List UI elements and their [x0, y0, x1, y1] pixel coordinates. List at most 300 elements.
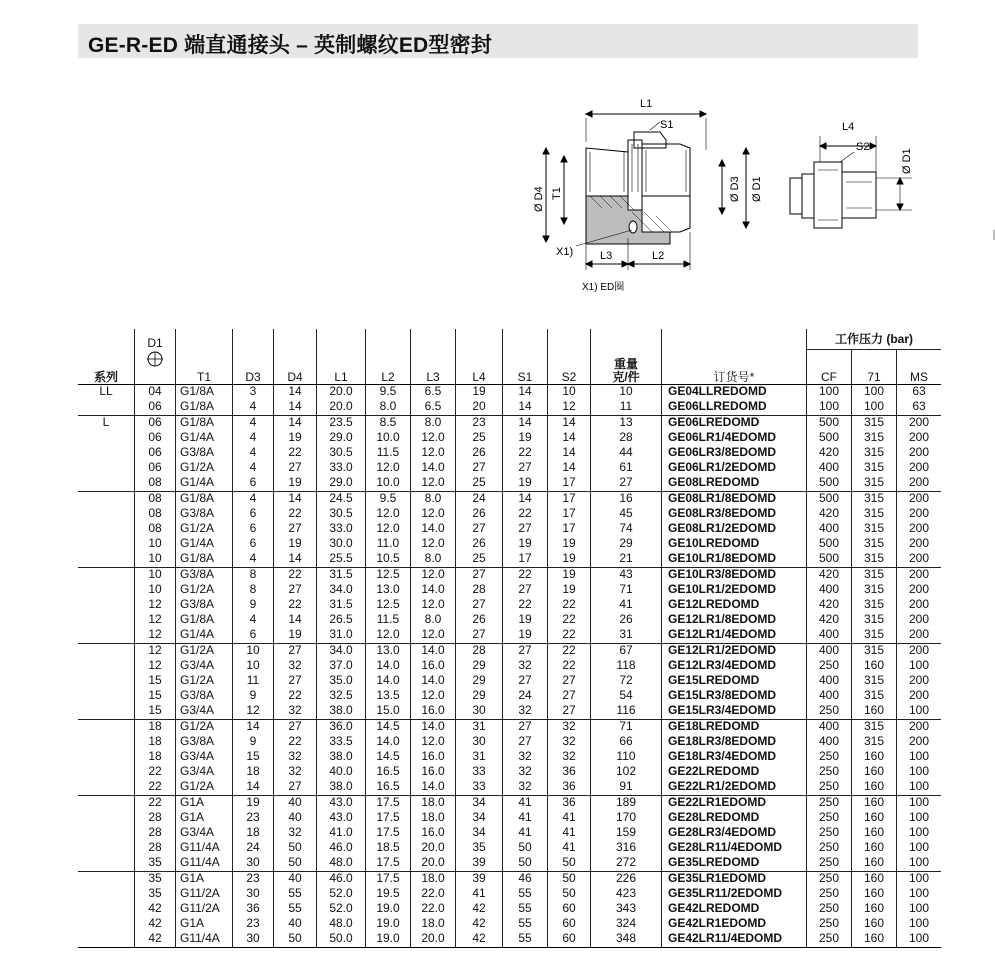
cell-d3: 4: [233, 400, 274, 416]
cell-l2: 14.5: [366, 719, 411, 735]
cell-d4: 22: [274, 446, 317, 461]
cell-s2: 19: [548, 537, 591, 552]
cell-pressure-ms: 100: [897, 917, 942, 932]
table-row: [78, 811, 941, 826]
cell-weight: 91: [591, 780, 662, 796]
cell-l4: 30: [456, 704, 503, 720]
cell-pressure-71: 315: [852, 415, 897, 431]
cell-l1: 32.5: [317, 689, 366, 704]
cell-weight: 10: [591, 384, 662, 400]
cell-pressure-cf: 400: [807, 735, 852, 750]
cell-d1: 06: [135, 446, 176, 461]
cell-pressure-71: 315: [852, 613, 897, 628]
cell-pressure-cf: 500: [807, 537, 852, 552]
table-row: [78, 537, 941, 552]
section-hatch: [586, 196, 670, 244]
cell-l4: 25: [456, 476, 503, 492]
cell-l4: 23: [456, 415, 503, 431]
cell-l3: 14.0: [411, 719, 456, 735]
small-nut: [814, 162, 842, 228]
cell-d4: 40: [274, 871, 317, 887]
cell-s2: 19: [548, 583, 591, 598]
col-71-header: 71: [852, 371, 897, 385]
cell-s2: 14: [548, 415, 591, 431]
cell-t1: G1A: [176, 795, 233, 811]
series-cell: [78, 431, 135, 446]
cell-pressure-ms: 200: [897, 689, 942, 704]
cell-d4: 27: [274, 674, 317, 689]
cell-pressure-cf: 400: [807, 522, 852, 537]
cell-order-number: GE08LR3/8EDOMD: [662, 507, 807, 522]
table-row: [78, 765, 941, 780]
cell-d3: 6: [233, 628, 274, 644]
col-d3-header: D3: [233, 371, 274, 385]
cell-s2: 22: [548, 628, 591, 644]
cell-pressure-ms: 200: [897, 583, 942, 598]
series-cell: [78, 932, 135, 948]
series-cell: [78, 583, 135, 598]
col-l4-header: L4: [456, 371, 503, 385]
cell-l2: 15.0: [366, 704, 411, 720]
cell-s2: 50: [548, 887, 591, 902]
cell-s1: 27: [503, 522, 548, 537]
cell-d4: 14: [274, 613, 317, 628]
cell-d4: 55: [274, 887, 317, 902]
cell-l4: 27: [456, 598, 503, 613]
cell-order-number: GE12LR1/8EDOMD: [662, 613, 807, 628]
cell-weight: 189: [591, 795, 662, 811]
cell-s1: 55: [503, 887, 548, 902]
cell-s1: 19: [503, 476, 548, 492]
cell-d4: 27: [274, 522, 317, 537]
cell-pressure-71: 315: [852, 446, 897, 461]
cell-pressure-71: 160: [852, 841, 897, 856]
cell-l3: 16.0: [411, 826, 456, 841]
cell-l4: 33: [456, 780, 503, 796]
cell-l1: 20.0: [317, 400, 366, 416]
cell-l1: 31.0: [317, 628, 366, 644]
cell-l1: 43.0: [317, 811, 366, 826]
cell-s1: 27: [503, 735, 548, 750]
cell-pressure-cf: 400: [807, 628, 852, 644]
cell-s2: 36: [548, 765, 591, 780]
cell-l3: 8.0: [411, 415, 456, 431]
cell-l2: 18.5: [366, 841, 411, 856]
cell-d1: 28: [135, 826, 176, 841]
cell-d4: 32: [274, 704, 317, 720]
cell-l3: 16.0: [411, 750, 456, 765]
cell-pressure-cf: 400: [807, 643, 852, 659]
cell-order-number: GE22LR1EDOMD: [662, 795, 807, 811]
cell-d4: 22: [274, 689, 317, 704]
cell-weight: 118: [591, 659, 662, 674]
cell-s2: 10: [548, 384, 591, 400]
cell-pressure-ms: 200: [897, 491, 942, 507]
col-l3-header: L3: [411, 371, 456, 385]
cell-l3: 12.0: [411, 567, 456, 583]
cell-l3: 14.0: [411, 643, 456, 659]
cell-l1: 50.0: [317, 932, 366, 948]
cell-pressure-cf: 250: [807, 795, 852, 811]
cell-l2: 10.0: [366, 476, 411, 492]
table-row: [78, 659, 941, 674]
cell-s1: 41: [503, 795, 548, 811]
cell-order-number: GE06LR3/8EDOMD: [662, 446, 807, 461]
cell-weight: 67: [591, 643, 662, 659]
series-cell: [78, 887, 135, 902]
table-row: [78, 491, 941, 507]
small-tube-nut: [842, 172, 876, 218]
cell-pressure-cf: 250: [807, 811, 852, 826]
cell-pressure-ms: 100: [897, 780, 942, 796]
cell-pressure-cf: 250: [807, 780, 852, 796]
cell-order-number: GE15LR3/8EDOMD: [662, 689, 807, 704]
cell-d3: 4: [233, 613, 274, 628]
cell-pressure-71: 160: [852, 856, 897, 872]
cell-pressure-71: 315: [852, 552, 897, 568]
cell-t1: G1/4A: [176, 431, 233, 446]
cell-weight: 423: [591, 887, 662, 902]
cell-pressure-cf: 250: [807, 902, 852, 917]
cell-l2: 19.5: [366, 887, 411, 902]
cell-t1: G1/8A: [176, 415, 233, 431]
cell-pressure-cf: 250: [807, 841, 852, 856]
series-cell: [78, 826, 135, 841]
cell-weight: 71: [591, 719, 662, 735]
cell-l3: 18.0: [411, 871, 456, 887]
cell-pressure-cf: 400: [807, 674, 852, 689]
cell-d3: 3: [233, 384, 274, 400]
cell-pressure-71: 160: [852, 795, 897, 811]
cell-pressure-71: 315: [852, 735, 897, 750]
cell-pressure-cf: 400: [807, 689, 852, 704]
cell-weight: 159: [591, 826, 662, 841]
cell-s1: 19: [503, 628, 548, 644]
cell-t1: G1/2A: [176, 643, 233, 659]
table-row: [78, 567, 941, 583]
cell-pressure-71: 315: [852, 643, 897, 659]
cell-d1: 06: [135, 431, 176, 446]
cell-l3: 22.0: [411, 887, 456, 902]
cell-l2: 10.5: [366, 552, 411, 568]
cell-l2: 13.5: [366, 689, 411, 704]
series-cell: LL: [78, 384, 135, 400]
series-cell: [78, 780, 135, 796]
cell-s2: 19: [548, 552, 591, 568]
cell-weight: 74: [591, 522, 662, 537]
table-row: [78, 795, 941, 811]
cell-t1: G11/4A: [176, 932, 233, 948]
cell-s2: 60: [548, 917, 591, 932]
cell-t1: G3/8A: [176, 446, 233, 461]
cell-d4: 22: [274, 598, 317, 613]
cell-l1: 37.0: [317, 659, 366, 674]
cell-weight: 71: [591, 583, 662, 598]
weight-header-bottom: 克/件: [591, 371, 662, 385]
cell-d1: 18: [135, 750, 176, 765]
cell-order-number: GE06LR1/4EDOMD: [662, 431, 807, 446]
cell-d4: 40: [274, 811, 317, 826]
cell-weight: 16: [591, 491, 662, 507]
series-cell: L: [78, 415, 135, 431]
cell-d4: 40: [274, 795, 317, 811]
cell-s1: 27: [503, 674, 548, 689]
cell-pressure-cf: 250: [807, 826, 852, 841]
pressure-header: 工作压力 (bar): [807, 329, 942, 350]
table-row: [78, 628, 941, 644]
cell-l3: 14.0: [411, 780, 456, 796]
cell-l2: 17.5: [366, 795, 411, 811]
cell-pressure-cf: 420: [807, 507, 852, 522]
cell-l3: 14.0: [411, 674, 456, 689]
cell-pressure-cf: 420: [807, 613, 852, 628]
label-l4: L4: [842, 121, 855, 133]
cell-weight: 29: [591, 537, 662, 552]
table-row: [78, 887, 941, 902]
series-cell: [78, 902, 135, 917]
table-row: [78, 750, 941, 765]
cell-l2: 9.5: [366, 491, 411, 507]
cell-weight: 116: [591, 704, 662, 720]
series-cell: [78, 446, 135, 461]
cell-s1: 22: [503, 598, 548, 613]
cell-s2: 50: [548, 871, 591, 887]
col-order-header: 订货号*: [662, 371, 807, 385]
cell-l4: 20: [456, 400, 503, 416]
cell-l2: 8.0: [366, 400, 411, 416]
cell-d1: 08: [135, 522, 176, 537]
cell-s1: 50: [503, 856, 548, 872]
cell-d1: 12: [135, 598, 176, 613]
cell-d1: 12: [135, 659, 176, 674]
col-d4-header: D4: [274, 371, 317, 385]
cell-order-number: GE06LR1/2EDOMD: [662, 461, 807, 476]
cell-s1: 19: [503, 431, 548, 446]
cell-s1: 50: [503, 841, 548, 856]
cell-weight: 66: [591, 735, 662, 750]
cell-l3: 12.0: [411, 537, 456, 552]
cell-l3: 20.0: [411, 932, 456, 948]
cell-l4: 26: [456, 446, 503, 461]
cell-pressure-71: 315: [852, 461, 897, 476]
cell-l2: 17.5: [366, 826, 411, 841]
cell-t1: G1/2A: [176, 674, 233, 689]
cell-s1: 14: [503, 400, 548, 416]
cell-d3: 23: [233, 811, 274, 826]
cell-pressure-ms: 63: [897, 400, 942, 416]
cell-l2: 12.5: [366, 598, 411, 613]
cell-order-number: GE22LREDOMD: [662, 765, 807, 780]
series-cell: [78, 811, 135, 826]
cell-l2: 13.0: [366, 583, 411, 598]
cell-pressure-ms: 100: [897, 765, 942, 780]
cell-d3: 12: [233, 704, 274, 720]
cell-s2: 22: [548, 643, 591, 659]
cell-pressure-ms: 100: [897, 795, 942, 811]
cell-s2: 14: [548, 446, 591, 461]
cell-d3: 30: [233, 887, 274, 902]
cell-l2: 10.0: [366, 431, 411, 446]
label-d1: Ø D1: [751, 176, 763, 202]
cell-pressure-cf: 420: [807, 446, 852, 461]
cell-pressure-71: 160: [852, 887, 897, 902]
cell-d1: 12: [135, 643, 176, 659]
cell-l2: 13.0: [366, 643, 411, 659]
cell-l3: 12.0: [411, 476, 456, 492]
label-l2: L2: [652, 250, 665, 262]
cell-t1: G1A: [176, 811, 233, 826]
cell-d4: 14: [274, 491, 317, 507]
cell-l1: 38.0: [317, 780, 366, 796]
cell-pressure-cf: 250: [807, 856, 852, 872]
cell-pressure-ms: 63: [897, 384, 942, 400]
cell-d1: 15: [135, 689, 176, 704]
cell-pressure-ms: 100: [897, 871, 942, 887]
series-cell: [78, 643, 135, 659]
table-row: [78, 704, 941, 720]
cell-t1: G1/4A: [176, 476, 233, 492]
cell-t1: G3/4A: [176, 765, 233, 780]
col-d1-header: D1: [135, 329, 176, 350]
cell-pressure-ms: 200: [897, 628, 942, 644]
table-row: [78, 598, 941, 613]
table-row: [78, 431, 941, 446]
cell-l4: 29: [456, 674, 503, 689]
cell-l4: 29: [456, 659, 503, 674]
series-cell: [78, 735, 135, 750]
cell-d4: 32: [274, 750, 317, 765]
cell-t1: G1/8A: [176, 400, 233, 416]
cell-d1: 12: [135, 613, 176, 628]
col-ms-header: MS: [897, 371, 942, 385]
cell-l3: 20.0: [411, 841, 456, 856]
cell-l1: 25.5: [317, 552, 366, 568]
cell-d1: 08: [135, 491, 176, 507]
cell-order-number: GE04LLREDOMD: [662, 384, 807, 400]
cell-l3: 6.5: [411, 400, 456, 416]
cell-l4: 27: [456, 628, 503, 644]
cell-pressure-ms: 200: [897, 598, 942, 613]
cell-s1: 22: [503, 446, 548, 461]
cell-l3: 14.0: [411, 583, 456, 598]
cell-s1: 14: [503, 384, 548, 400]
cell-t1: G1/2A: [176, 461, 233, 476]
series-cell: [78, 628, 135, 644]
cell-pressure-ms: 100: [897, 932, 942, 948]
cell-pressure-71: 315: [852, 674, 897, 689]
cell-d4: 14: [274, 415, 317, 431]
cell-l4: 35: [456, 841, 503, 856]
cell-pressure-ms: 100: [897, 826, 942, 841]
cell-d3: 9: [233, 689, 274, 704]
cell-t1: G11/4A: [176, 856, 233, 872]
cell-l3: 12.0: [411, 446, 456, 461]
cell-weight: 272: [591, 856, 662, 872]
cell-pressure-ms: 100: [897, 902, 942, 917]
cell-d1: 42: [135, 932, 176, 948]
col-l2-header: L2: [366, 371, 411, 385]
cell-d1: 06: [135, 415, 176, 431]
cell-l3: 20.0: [411, 856, 456, 872]
cell-t1: G1/2A: [176, 522, 233, 537]
spec-table: [78, 329, 941, 948]
cell-d4: 14: [274, 400, 317, 416]
cell-d1: 35: [135, 887, 176, 902]
cell-s2: 32: [548, 750, 591, 765]
table-row: [78, 583, 941, 598]
fitting-drawing: [520, 92, 920, 302]
cell-l1: 33.0: [317, 522, 366, 537]
cell-l2: 19.0: [366, 932, 411, 948]
cell-l1: 46.0: [317, 871, 366, 887]
cell-pressure-71: 160: [852, 704, 897, 720]
cell-pressure-cf: 250: [807, 704, 852, 720]
cell-s2: 22: [548, 598, 591, 613]
cell-weight: 324: [591, 917, 662, 932]
label-d1-small: Ø D1: [901, 148, 913, 174]
cell-s2: 12: [548, 400, 591, 416]
table-row: [78, 643, 941, 659]
cell-d3: 8: [233, 567, 274, 583]
cell-d4: 32: [274, 826, 317, 841]
cell-weight: 31: [591, 628, 662, 644]
series-cell: [78, 598, 135, 613]
cell-s1: 14: [503, 491, 548, 507]
cell-weight: 170: [591, 811, 662, 826]
cell-pressure-cf: 100: [807, 384, 852, 400]
cell-s2: 22: [548, 659, 591, 674]
cell-order-number: GE35LR1EDOMD: [662, 871, 807, 887]
cell-s2: 27: [548, 689, 591, 704]
cell-l3: 12.0: [411, 431, 456, 446]
cell-order-number: GE28LR3/4EDOMD: [662, 826, 807, 841]
cell-pressure-ms: 200: [897, 719, 942, 735]
cell-s1: 27: [503, 583, 548, 598]
cell-l1: 29.0: [317, 431, 366, 446]
table-row: [78, 856, 941, 872]
cell-s2: 17: [548, 507, 591, 522]
ed-ring: [629, 221, 637, 233]
cell-d4: 19: [274, 628, 317, 644]
label-l1: L1: [640, 98, 653, 110]
col-l1-header: L1: [317, 371, 366, 385]
series-cell: [78, 476, 135, 492]
cell-pressure-ms: 100: [897, 659, 942, 674]
cell-l2: 12.0: [366, 507, 411, 522]
series-cell: [78, 871, 135, 887]
cell-l1: 30.5: [317, 446, 366, 461]
cell-order-number: GE42LR11/4EDOMD: [662, 932, 807, 948]
cell-weight: 41: [591, 598, 662, 613]
cell-pressure-71: 315: [852, 522, 897, 537]
table-row: [78, 522, 941, 537]
cell-pressure-ms: 100: [897, 704, 942, 720]
cell-l1: 36.0: [317, 719, 366, 735]
cell-d4: 50: [274, 932, 317, 948]
small-thread: [790, 178, 802, 214]
cell-weight: 27: [591, 476, 662, 492]
cell-t1: G3/4A: [176, 826, 233, 841]
cell-weight: 26: [591, 613, 662, 628]
cell-d3: 9: [233, 735, 274, 750]
cell-l3: 18.0: [411, 795, 456, 811]
cell-t1: G1/8A: [176, 384, 233, 400]
cell-l2: 11.0: [366, 537, 411, 552]
cell-weight: 28: [591, 431, 662, 446]
cell-l1: 46.0: [317, 841, 366, 856]
label-s1: S1: [660, 119, 674, 131]
cell-pressure-ms: 200: [897, 446, 942, 461]
